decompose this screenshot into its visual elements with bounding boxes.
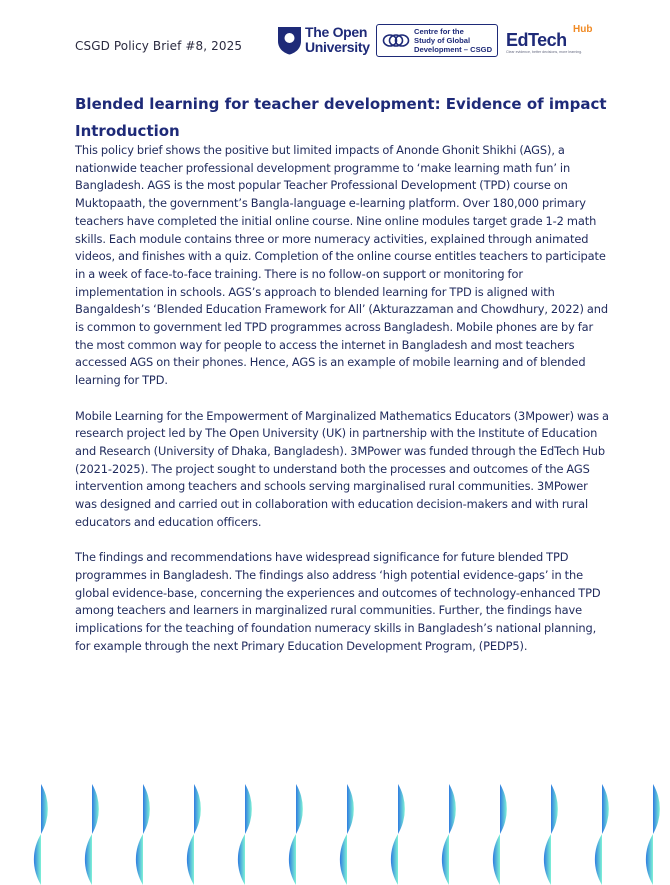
csgd-line: Study of Global (414, 36, 471, 45)
page-title: Blended learning for teacher development: Evidence of impact (75, 95, 607, 113)
page-header (0, 0, 670, 80)
wave-shape (544, 834, 551, 885)
csgd-line: Centre for the (414, 27, 464, 36)
wave-shape (442, 834, 449, 885)
csgd-rings-icon (382, 33, 410, 48)
csgd-wordmark (414, 27, 492, 54)
wave-shape (245, 784, 252, 834)
wave-shape (194, 784, 201, 834)
open-university-logo (277, 24, 372, 58)
policy-brief-label: CSGD Policy Brief #8, 2025 (75, 39, 243, 53)
wave-shape (391, 834, 398, 885)
wave-shape (136, 834, 143, 885)
wave-shape (85, 834, 92, 885)
body-paragraph: Mobile Learning for the Empowerment of Marginalized Mathematics Educators (3Mpower) was a research project led by The Open University (UK) in partnership with the Institute of Education and Research (University of Dhaka, Bangladesh). 3MPower was funded through the EdTech Hub (2021-2025). The project sought to understand both the processes and outcomes of the AGS intervention among teachers and schools serving marginalised rural communities. 3MPower was designed and carried out in collaboration with education decision-makers and with rural educators and education officers. (75, 408, 609, 529)
wave-shape (34, 834, 41, 885)
wave-shape (296, 784, 303, 834)
main-content (75, 94, 610, 655)
wave-shape (340, 834, 347, 885)
csgd-logo (376, 24, 498, 57)
wave-shape (551, 784, 558, 834)
wave-shape (500, 784, 507, 834)
wave-shape (595, 834, 602, 885)
wave-shape (92, 784, 99, 834)
body-paragraph: This policy brief shows the positive but limited impacts of Anonde Ghonit Shikhi (AGS), a nationwide teacher professional development programme to ‘make learning math fun’ in Bangladesh. AGS is the most popular Teacher Professional Development (TPD) course on Muktopaath, the government’s Bangla-language e-learning platform. Over 180,000 primary teachers have completed the initial online course. Nine online modules target grade 1-2 math skills. Each module contains three or more numeracy activities, explained through animated videos, and finishes with a quiz. Completion of the online course entitles teachers to participate in a week of face-to-face training. There is no follow-on support or monitoring for implementation in schools. AGS’s approach to blended learning for TPD is aligned with Bangaldesh’s ‘Blended Education Framework for All’ (Akturazzaman and Chowdhury, 2022) and is common to government led TPD programmes across Bangladesh. Mobile phones are by far the most common way for people to access the internet in Bangladesh and most teachers accessed AGS on their phones. Hence, AGS is an example of mobile learning and of blended learning for TPD. (75, 143, 608, 388)
wave-shape (347, 784, 354, 834)
wave-shape (493, 834, 500, 885)
csgd-line: Development – CSGD (414, 45, 493, 54)
section-heading-introduction: Introduction (75, 122, 180, 140)
wave-shape (289, 834, 296, 885)
wave-shape (653, 784, 660, 834)
wave-shape (602, 784, 609, 834)
edtech-hub-superscript: Hub (573, 24, 593, 35)
wave-shape (238, 834, 245, 885)
edtech-tagline: Clear evidence, better decisions, more learning. (506, 50, 583, 54)
open-university-wordmark: The Open University (305, 24, 370, 55)
body-paragraph: The findings and recommendations have widespread significance for future blended TPD programmes in Bangladesh. The findings also address ‘high potential evidence-gaps’ in the global evidence-base, concerning the experiences and outcomes of technology-enhanced TPD among teachers and learners in marginalized rural communities. Further, the findings have implications for the teaching of foundation numeracy skills in Bangladesh’s national planning, for example through the next Primary Education Development Program, (PEDP5). (75, 550, 601, 653)
wave-shape (398, 784, 405, 834)
wave-shape (646, 834, 653, 885)
decorative-wave-footer (0, 784, 670, 885)
edtech-wordmark: EdTech (506, 30, 567, 50)
wave-shape (449, 784, 456, 834)
wave-shape (143, 784, 150, 834)
wave-shape (41, 784, 48, 834)
open-university-shield-icon (277, 26, 302, 55)
wave-shape (187, 834, 194, 885)
edtech-hub-logo (505, 24, 597, 58)
